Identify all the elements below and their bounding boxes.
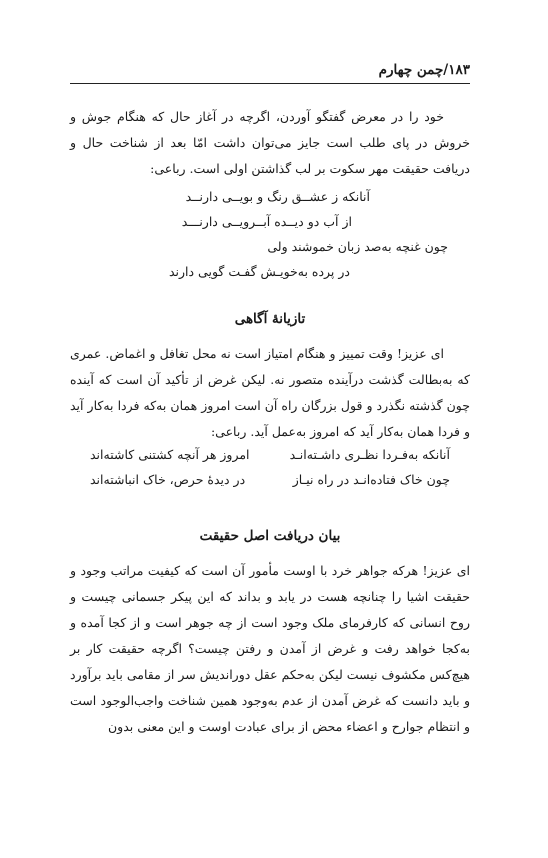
hemistich: آنانکه به‌فـردا نظـری داشـته‌انـد bbox=[289, 447, 450, 462]
header-rule bbox=[70, 83, 470, 84]
section-heading: بیان دریافت اصل حقیقت bbox=[199, 528, 341, 544]
page-body bbox=[70, 104, 470, 740]
verse-line: چون غنچه به‌صد زبان خموشند ولی bbox=[267, 239, 448, 254]
verse-line: در پرده به‌خویـش گفـت گویی دارند bbox=[168, 264, 350, 279]
running-header: ۱۸۳/چمن چهارم bbox=[378, 62, 470, 78]
intro-paragraph: خود را در معرض گفتگو آوردن، اگرچه در آغاز حال که هنگام جوش و خروش در پای طلب است جایز می‌توان داشت امّا بعد از شناخت حال و دریافت حقیقت مهر سکوت بر لب گذاشتن اولی است. رباعی: bbox=[70, 109, 470, 176]
couplet bbox=[70, 472, 470, 497]
hemistich: در دیدهٔ حرص، خاک انباشته‌اند bbox=[90, 472, 246, 487]
hemistich: چون خاک فتاده‌انـد در راه نیـاز bbox=[292, 472, 450, 487]
verse-line: آنانکه ز عشــق رنگ و بویــی دارنــد bbox=[185, 189, 370, 204]
quatrain-2 bbox=[70, 447, 470, 497]
section3-paragraph: ای عزیز! هرکه جواهر خرد با اوست مأمور آن است که کیفیت مراتب وجود و حقیقت اشیا را چنانچه هست در یابد و بداند که این پیکر جسمانی چیست و روح انسانی که کارفرمای ملک وجود است از چه جوهر است و از کجا آمده و به‌کجا خواهد رفت و غرض از آمدن و رفتن چیست؟ اگرچه حقیقت کار بر هیچ‌کس مکشوف نیست لیکن به‌حکم عقل دوراندیش سر از مقامی باید برآورد و باید دانست که غرض آمدن از عدم به‌وجود همین شناخت واجب‌الوجود است و انتظام جوارح و اعضاء محض از برای عبادت اوست و این معنی بدون bbox=[70, 563, 470, 734]
verse-line: از آب دو دیــده آبــرویــی دارنـــد bbox=[181, 214, 352, 229]
quatrain-1 bbox=[70, 184, 470, 284]
hemistich: امروز هر آنچه کشتنی کاشته‌اند bbox=[90, 447, 250, 462]
couplet bbox=[70, 447, 470, 472]
section2-paragraph: ای عزیز! وقت تمییز و هنگام امتیاز است نه محل تغافل و اغماض. عمری که به‌بطالت گذشت درآینده متصور نه. لیکن غرض از تأکید آن است که آینده چون گذشته نگذرد و قول بزرگان راه آن است امروز همان به‌که فردا به‌کار آید و فردا همان به‌کار آید که امروز به‌عمل آید. رباعی: bbox=[70, 346, 470, 439]
section-heading: تازیانهٔ آگاهی bbox=[234, 311, 306, 327]
